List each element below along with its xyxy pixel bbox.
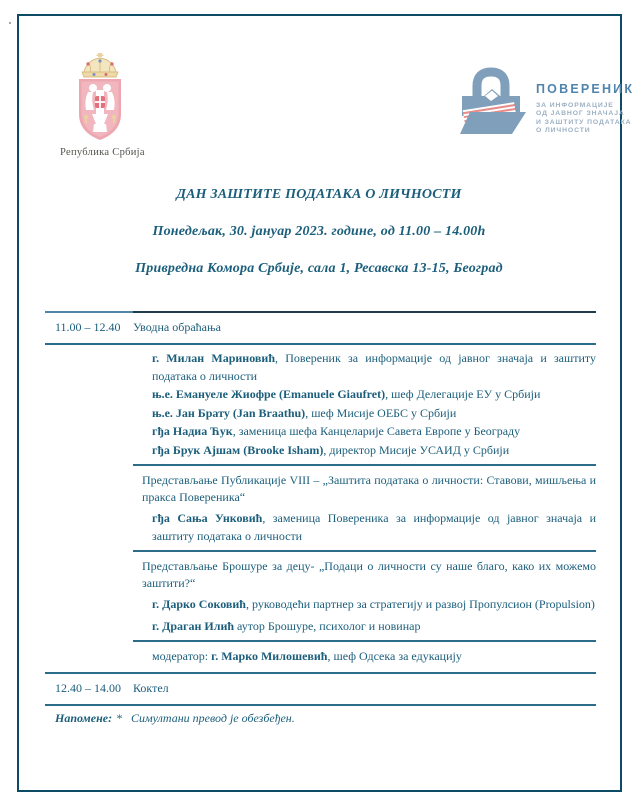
moderator-prefix: модератор: [152, 649, 212, 663]
event-location: Привредна Комора Србије, сала 1, Ресавска 13-15, Београд [135, 261, 503, 276]
speaker-role: , шеф Делегације ЕУ у Србији [385, 387, 541, 401]
country-label: Република Србија [60, 147, 145, 158]
speaker-name: гђа Сања Унковић [152, 511, 263, 525]
serbia-coat-of-arms-block [60, 52, 145, 158]
speaker-name: г. Драган Илић [152, 618, 235, 633]
speaker-item [135, 618, 596, 636]
speaker-text [152, 596, 595, 614]
bullet-square-icon [135, 648, 152, 666]
separator-line [133, 640, 596, 642]
moderator-role: , шеф Одсека за едукацију [327, 649, 462, 663]
speaker-text [152, 423, 520, 441]
brochure-heading: Представљање Брошуре за децу- „Подаци о личности су наше благо, како их можемо заштити?“ [142, 559, 596, 590]
speaker-text [152, 386, 540, 404]
notes-text: Симултани превод је обезбеђен. [131, 710, 295, 725]
commissioner-logo-block [452, 66, 634, 138]
subtitle-line: О ЛИЧНОСТИ [536, 126, 591, 134]
session-time: 11.00 – 12.40 [55, 320, 121, 334]
bullet-square-icon [135, 386, 152, 404]
document-title-block [17, 188, 621, 299]
event-title: ДАН ЗАШТИТЕ ПОДАТАКА О ЛИЧНОСТИ [176, 187, 462, 202]
speaker-text [152, 405, 456, 423]
commissioner-logo-subtitle [536, 102, 634, 135]
notes-label: Напомене: [55, 710, 113, 725]
speaker-text [152, 442, 509, 460]
speaker-item [135, 423, 596, 441]
speaker-name: г. Дарко Соковић [152, 597, 246, 611]
speaker-role: аутор Брошуре, психолог и новинар [234, 618, 421, 633]
moderator-text [152, 648, 462, 666]
speaker-item [135, 405, 596, 423]
speaker-name: гђа Брук Ајшам (Brooke Isham) [152, 442, 324, 457]
speaker-role: , заменица Повереника за информације од јавног значаја и заштиту података о личности [152, 511, 596, 543]
speaker-text [152, 350, 596, 385]
separator-line [133, 550, 596, 552]
commissioner-logo-text [536, 66, 634, 135]
speaker-name: њ.е. Јан Брату (Jan Braathu) [152, 405, 306, 420]
bullet-square-icon [135, 618, 152, 636]
speaker-name: њ.е. Емануеле Жиофре (Emanuele Giaufret) [152, 387, 386, 401]
bullet-square-icon [135, 350, 152, 385]
moderator-name: г. Марко Милошевић [211, 649, 328, 663]
agenda-table [45, 311, 596, 726]
speaker-text [152, 510, 596, 545]
lock-folder-icon [452, 66, 530, 138]
serbia-coat-of-arms-icon [74, 52, 126, 144]
bullet-square-icon [135, 442, 152, 460]
speaker-role: , руководећи партнер за стратегију и развој Пропулсион (Propulsion) [245, 597, 595, 611]
speaker-item [135, 510, 596, 545]
moderator-item [135, 648, 596, 666]
commissioner-logo-title: ПОВЕРЕНИК [536, 82, 635, 96]
session-title: Коктел [133, 680, 169, 695]
stray-dot-artifact [9, 22, 11, 24]
asterisk-mark: * [116, 710, 123, 725]
event-datetime: Понедељак, 30. јануар 2023. године, од 11.00 – 14.00h [152, 224, 486, 239]
publication-heading: Представљање Публикације VIII – „Заштита података о личности: Ставови, мишљења и пракса Повереника“ [142, 473, 596, 504]
session-row-opening [45, 313, 596, 343]
separator-line [133, 464, 596, 466]
speaker-item [135, 596, 596, 614]
bullet-square-icon [135, 510, 152, 545]
bullet-square-icon [135, 405, 152, 423]
bullet-square-icon [135, 423, 152, 441]
speaker-role: , Повереник за информације од јавног значаја и заштиту података о личности [152, 351, 596, 383]
subtitle-line: ОД ЈАВНОГ ЗНАЧАЈА [536, 110, 625, 118]
speaker-role: , директор Мисије УСАИД у Србији [323, 442, 510, 457]
speaker-name: гђа Надиа Ћук [152, 424, 233, 438]
speaker-item [135, 350, 596, 385]
session-content [133, 345, 596, 672]
speaker-role: , заменица шефа Канцеларије Савета Европе у Београду [232, 424, 521, 438]
session-title: Уводна обраћања [133, 320, 221, 334]
speaker-role: , шеф Мисије ОЕБС у Србији [305, 405, 457, 420]
bullet-square-icon [135, 596, 152, 614]
speaker-text [152, 618, 420, 636]
subtitle-line: ЗА ИНФОРМАЦИЈЕ [536, 102, 614, 109]
subtitle-line: И ЗАШТИТУ ПОДАТАКА [536, 118, 632, 126]
speaker-name: г. Милан Мариновић [152, 351, 275, 365]
speaker-item [135, 442, 596, 460]
notes-row [45, 706, 596, 726]
speaker-item [135, 386, 596, 404]
session-row-cocktail [45, 674, 596, 704]
session-time: 12.40 – 14.00 [55, 680, 121, 695]
